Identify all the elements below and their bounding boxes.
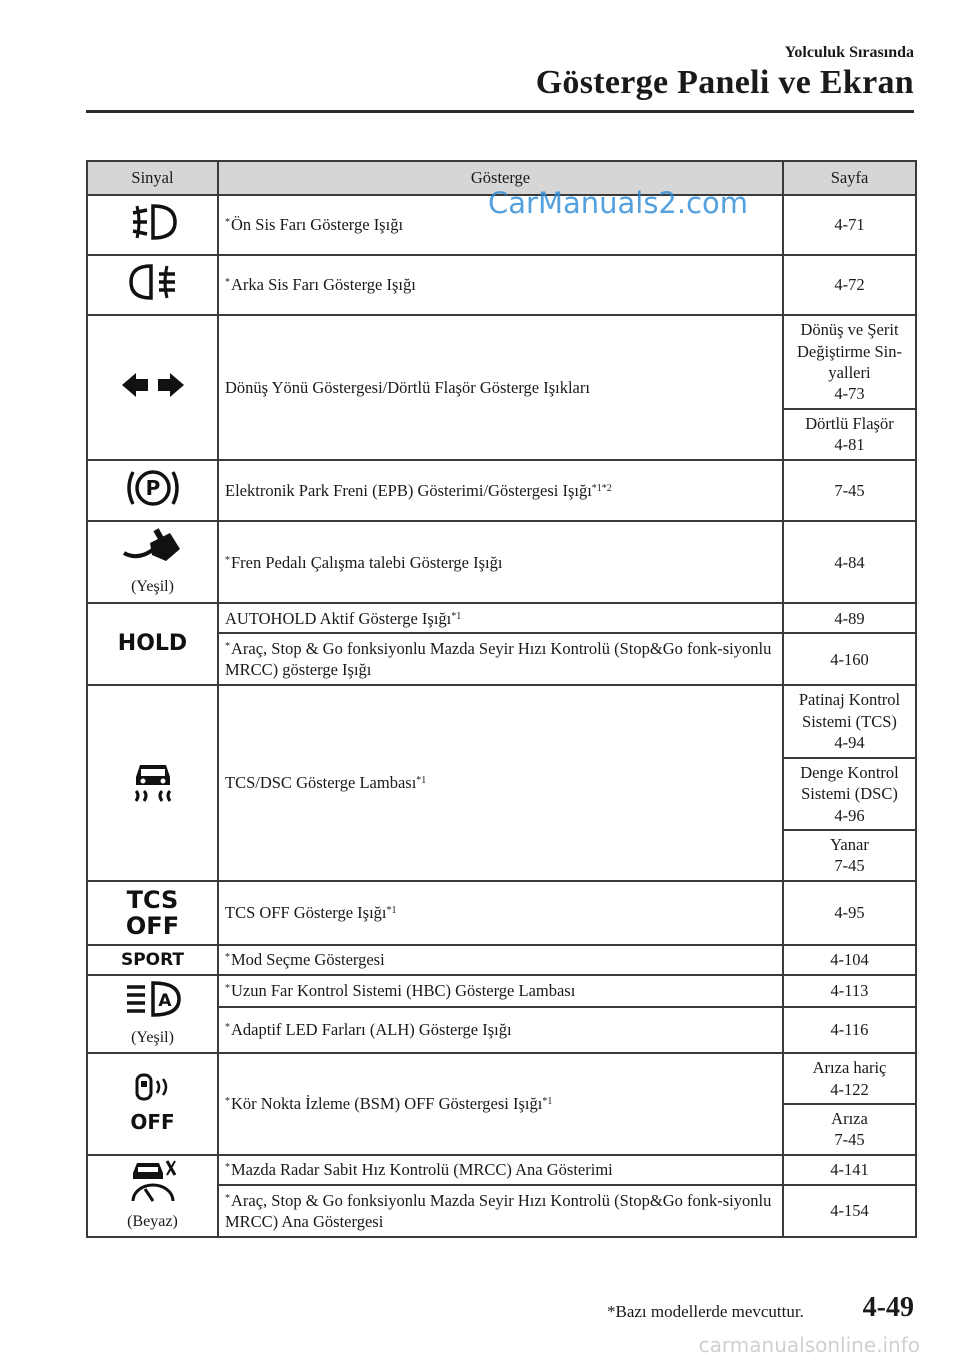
page-ref: 7-45	[783, 460, 916, 521]
indicator-text: *Mod Seçme Göstergesi	[218, 945, 783, 975]
page-ref: 4-154	[783, 1185, 916, 1237]
table-row	[87, 603, 916, 633]
table-row	[87, 315, 916, 409]
table-row	[87, 975, 916, 1007]
tcs-off-icon: TCS OFF	[87, 881, 218, 945]
table-row	[87, 1155, 916, 1185]
page-ref: Arıza 7-45	[783, 1104, 916, 1155]
page-ref: Patinaj Kontrol Sistemi (TCS) 4-94	[783, 685, 916, 757]
brake-pedal-icon: (Yeşil)	[87, 521, 218, 603]
page-ref: Arıza hariç 4-122	[783, 1053, 916, 1104]
page-ref: 4-71	[783, 195, 916, 255]
page-ref: 4-84	[783, 521, 916, 603]
table-row	[87, 460, 916, 521]
indicator-text: TCS/DSC Gösterge Lambası$^{*1}$	[218, 685, 783, 881]
footer-note: *Bazı modellerde mevcuttur.	[607, 1302, 804, 1321]
header-page: Sayfa	[783, 161, 916, 195]
front-fog-icon	[87, 195, 218, 255]
sport-mode-icon: SPORT	[87, 945, 218, 975]
indicator-table	[86, 160, 917, 1238]
indicator-text: *Adaptif LED Farları (ALH) Gösterge Işığı	[218, 1007, 783, 1054]
indicator-text: *Mazda Radar Sabit Hız Kontrolü (MRCC) Ana Gösterimi	[218, 1155, 783, 1185]
footer-site-text: carmanualsonline.info	[698, 1333, 920, 1357]
indicator-text: *Kör Nokta İzleme (BSM) OFF Göstergesi Işığı$^{*1}$	[218, 1053, 783, 1155]
page-ref: Dönüş ve Şerit Değiştirme Sin-yalleri 4-73	[783, 315, 916, 409]
watermark-text: CarManuals2.com	[488, 186, 749, 220]
section-title: Yolculuk Sırasında	[784, 44, 914, 61]
svg-text:A: A	[157, 990, 172, 1011]
parking-brake-icon	[87, 460, 218, 521]
table-row	[87, 255, 916, 315]
page-ref: 4-89	[783, 603, 916, 633]
table-row	[87, 685, 916, 757]
table-row	[87, 881, 916, 945]
table-row	[87, 521, 916, 603]
table-row	[87, 1053, 916, 1104]
rear-fog-icon	[87, 255, 218, 315]
mrcc-icon: (Beyaz)	[87, 1155, 218, 1237]
table-row	[87, 945, 916, 975]
bsm-off-icon: OFF	[87, 1053, 218, 1155]
page-ref: 4-116	[783, 1007, 916, 1054]
header-signal: Sinyal	[87, 161, 218, 195]
header-indicator: Gösterge	[218, 161, 783, 195]
indicator-text: *Fren Pedalı Çalışma talebi Gösterge Işığı	[218, 521, 783, 603]
svg-text:P: P	[145, 475, 160, 500]
indicator-text: *Uzun Far Kontrol Sistemi (HBC) Gösterge Lambası	[218, 975, 783, 1007]
page-ref: 4-160	[783, 633, 916, 685]
page-number: 4-49	[862, 1292, 914, 1323]
page-header	[536, 44, 914, 102]
page-ref: 4-104	[783, 945, 916, 975]
indicator-text: AUTOHOLD Aktif Gösterge Işığı$^{*1}$	[218, 603, 783, 633]
page-title: Gösterge Paneli ve Ekran	[535, 64, 914, 101]
indicator-text: Elektronik Park Freni (EPB) Gösterimi/Göstergesi Işığı$^{*1*2}$	[218, 460, 783, 521]
page-ref: 4-95	[783, 881, 916, 945]
high-beam-control-icon: A (Yeşil)	[87, 975, 218, 1053]
turn-signal-icon	[87, 315, 218, 460]
indicator-text: *Ön Sis Farı Gösterge Işığı	[218, 195, 783, 255]
tcs-dsc-icon	[87, 685, 218, 881]
page-ref: 4-141	[783, 1155, 916, 1185]
indicator-text: TCS OFF Gösterge Işığı$^{*1}$	[218, 881, 783, 945]
indicator-text: Dönüş Yönü Göstergesi/Dörtlü Flaşör Gösterge Işıkları	[218, 315, 783, 460]
hold-icon: HOLD	[87, 603, 218, 685]
header-rule	[86, 110, 914, 113]
indicator-text: *Araç, Stop & Go fonksiyonlu Mazda Seyir Hızı Kontrolü (Stop&Go fonk-siyonlu MRCC) Ana Göstergesi	[218, 1185, 783, 1237]
page-ref: Denge Kontrol Sistemi (DSC) 4-96	[783, 758, 916, 830]
page-ref: Yanar 7-45	[783, 830, 916, 881]
page-ref: Dörtlü Flaşör 4-81	[783, 409, 916, 460]
indicator-text: *Arka Sis Farı Gösterge Işığı	[218, 255, 783, 315]
page-ref: 4-113	[783, 975, 916, 1007]
indicator-text: *Araç, Stop & Go fonksiyonlu Mazda Seyir Hızı Kontrolü (Stop&Go fonk-siyonlu MRCC) gösterge Işığı	[218, 633, 783, 685]
page-ref: 4-72	[783, 255, 916, 315]
